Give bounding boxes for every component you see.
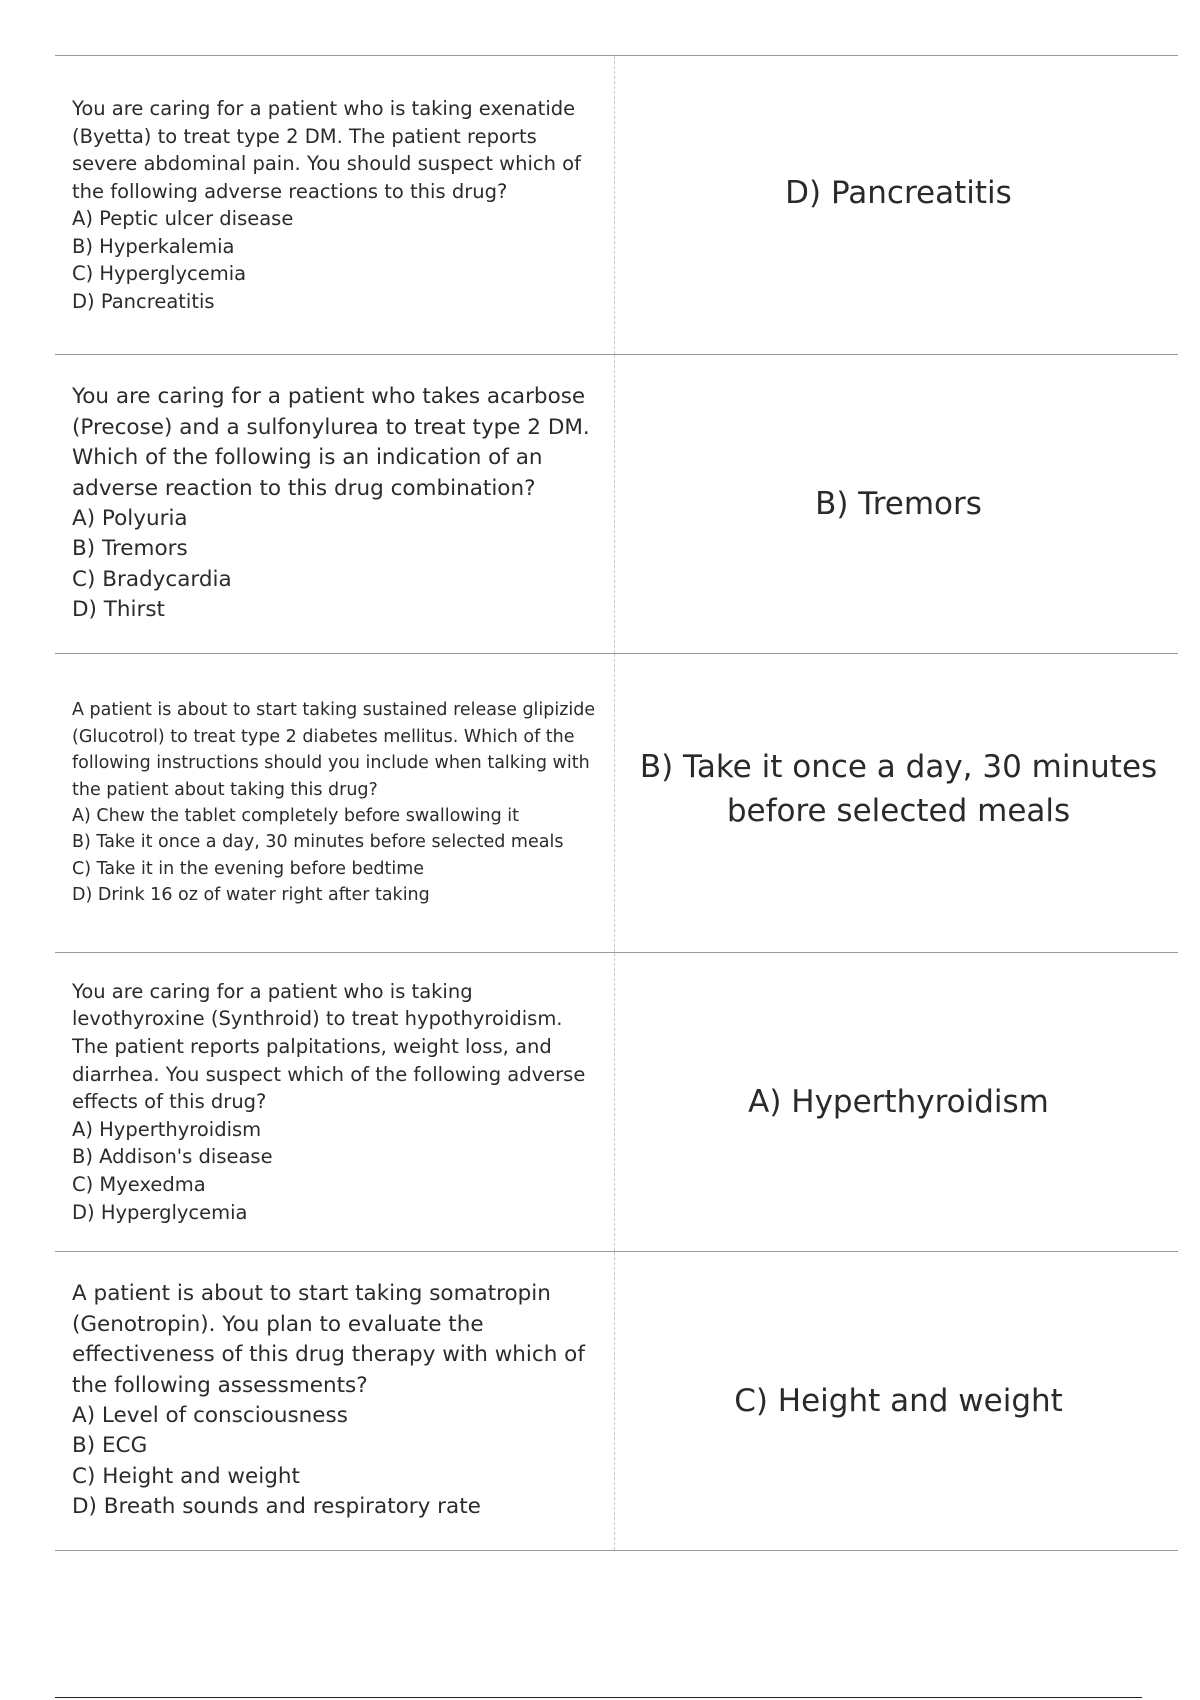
- option-c: C) Take it in the evening before bedtime: [72, 858, 425, 879]
- option-d: D) Pancreatitis: [72, 289, 215, 313]
- option-a: A) Chew the tablet completely before swallowing it: [72, 806, 519, 826]
- option-d: D) Hyperglycemia: [72, 1200, 248, 1224]
- question-text: You are caring for a patient who is taking levothyroxine (Synthroid) to treat hypothyroidism. The patient reports palpitations, weight loss, and diarrhea. You suspect which of the following adverse effects of this drug?: [72, 979, 586, 1114]
- option-b: B) Hyperkalemia: [72, 234, 235, 258]
- flashcard: [55, 354, 1178, 653]
- flashcard: [55, 1251, 1178, 1551]
- option-a: A) Level of consciousness: [72, 1403, 348, 1428]
- flashcard: [55, 55, 1178, 354]
- option-a: A) Polyuria: [72, 506, 188, 531]
- question-cell: [55, 654, 615, 952]
- answer-text: B) Take it once a day, 30 minutes before selected meals: [639, 749, 1158, 829]
- option-b: B) ECG: [72, 1433, 148, 1459]
- option-c: C) Bradycardia: [72, 566, 232, 592]
- option-c: C) Height and weight: [72, 1463, 300, 1489]
- option-a: A) Hyperthyroidism: [72, 1117, 262, 1141]
- answer-cell: [615, 355, 1178, 653]
- question-cell: [55, 56, 615, 354]
- flashcard: [55, 653, 1178, 952]
- flashcard: [55, 952, 1178, 1251]
- option-b: B) Addison's disease: [72, 1145, 273, 1169]
- answer-cell: [615, 56, 1178, 354]
- question-text: A patient is about to start taking somatropin (Genotropin). You plan to evaluate the effectiveness of this drug therapy with which of the following assessments?: [72, 1281, 585, 1398]
- option-b: B) Take it once a day, 30 minutes before selected meals: [72, 832, 564, 853]
- answer-text: B) Tremors: [815, 486, 982, 522]
- answer-cell: [615, 953, 1178, 1251]
- flashcard-sheet: [55, 55, 1178, 1551]
- option-c: C) Myexedma: [72, 1172, 206, 1196]
- option-d: D) Drink 16 oz of water right after taking: [72, 885, 430, 906]
- answer-text: D) Pancreatitis: [785, 175, 1012, 211]
- question-cell: [55, 1252, 615, 1550]
- answer-text: C) Height and weight: [734, 1383, 1063, 1419]
- question-cell: [55, 953, 615, 1251]
- option-c: C) Hyperglycemia: [72, 262, 247, 285]
- option-b: B) Tremors: [72, 536, 188, 562]
- question-cell: [55, 355, 615, 653]
- option-d: D) Thirst: [72, 597, 165, 623]
- bottom-divider: [55, 1697, 1142, 1698]
- answer-cell: [615, 1252, 1178, 1550]
- question-text: You are caring for a patient who is taking exenatide (Byetta) to treat type 2 DM. The patient reports severe abdominal pain. You should suspect which of the following adverse reactions to this drug?: [72, 97, 581, 203]
- answer-cell: [615, 654, 1178, 952]
- option-d: D) Breath sounds and respiratory rate: [72, 1494, 481, 1520]
- option-a: A) Peptic ulcer disease: [72, 207, 294, 230]
- question-text: You are caring for a patient who takes acarbose (Precose) and a sulfonylurea to treat type 2 DM. Which of the following is an indication of an adverse reaction to this drug combination?: [72, 384, 590, 501]
- question-text: A patient is about to start taking sustained release glipizide (Glucotrol) to treat type 2 diabetes mellitus. Which of the following instructions should you include when talking with the patient about taking this drug?: [72, 700, 596, 800]
- answer-text: A) Hyperthyroidism: [748, 1084, 1049, 1120]
